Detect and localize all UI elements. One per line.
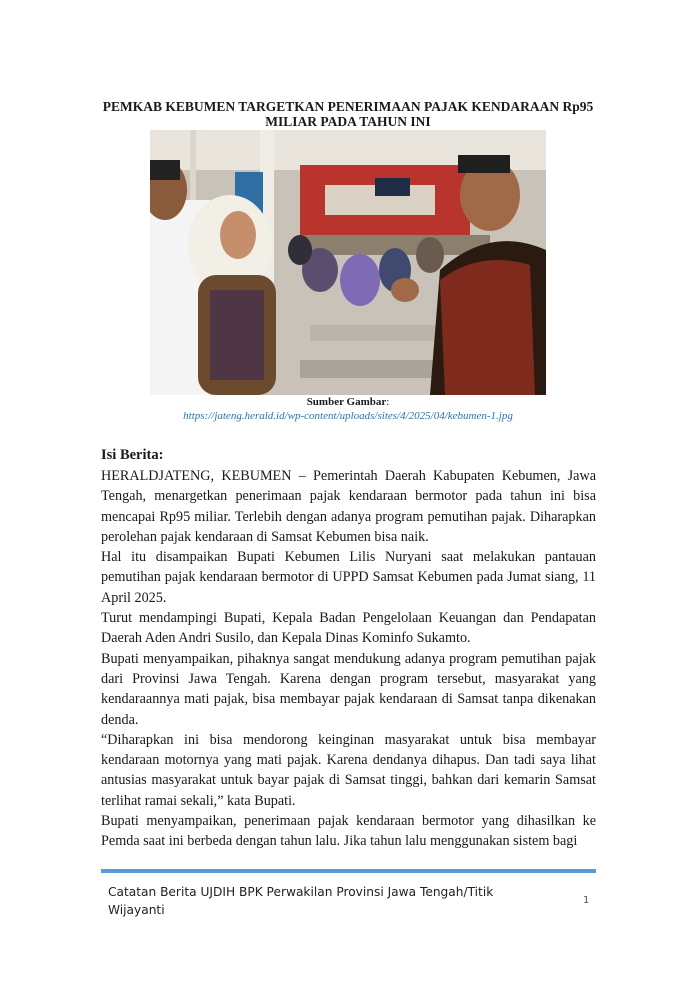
image-source-label-text: Sumber Gambar xyxy=(306,396,387,408)
image-source-label xyxy=(0,396,696,408)
image-source-colon: : xyxy=(386,396,390,408)
article-body xyxy=(101,466,596,852)
page-number: 1 xyxy=(583,895,590,906)
paragraph: Turut mendampingi Bupati, Kepala Badan Pengelolaan Keuangan dan Pendapatan Daerah Aden Andri Susilo, dan Kepala Dinas Kominfo Sukamto. xyxy=(101,610,596,647)
image-source-link[interactable]: https://jateng.herald.id/wp-content/uploads/sites/4/2025/04/kebumen-1.jpg xyxy=(183,410,513,422)
paragraph: Hal itu disampaikan Bupati Kebumen Lilis Nuryani saat melakukan pantauan pemutihan pajak kendaraan bermotor di UPPD Samsat Kebumen pada Jumat siang, 11 April 2025. xyxy=(101,549,596,606)
paragraph: Bupati menyampaikan, pihaknya sangat mendukung adanya program pemutihan pajak dari Provinsi Jawa Tengah. Karena dengan program tersebut, masyarakat yang kendaraannya mati pajak, bisa membayar pajak kendaraan di Samsat tanpa dikenakan denda. xyxy=(101,650,596,728)
article-title: PEMKAB KEBUMEN TARGETKAN PENERIMAAN PAJAK KENDARAAN Rp95 MILIAR PADA TAHUN INI xyxy=(102,99,594,129)
news-photo xyxy=(150,130,546,395)
paragraph: HERALDJATENG, KEBUMEN – Pemerintah Daerah Kabupaten Kebumen, Jawa Tengah, menargetkan penerimaan pajak kendaraan bermotor pada tahun ini bisa mencapai Rp95 miliar. Terlebih dengan adanya program pemutihan pajak. Diharapkan perolehan pajak kendaraan di Samsat Kebumen bisa naik. xyxy=(101,468,596,545)
paragraph: Bupati menyampaikan, penerimaan pajak kendaraan bermotor yang dihasilkan ke Pemda saat ini berbeda dengan tahun lalu. Jika tahun lalu menggunakan sistem bagi xyxy=(101,813,596,850)
footer-text: Catatan Berita UJDIH BPK Perwakilan Provinsi Jawa Tengah/Titik Wijayanti xyxy=(108,885,494,917)
section-heading: Isi Berita: xyxy=(101,447,164,463)
paragraph: “Diharapkan ini bisa mendorong keinginan masyarakat untuk bisa membayar kendaraan motornya yang mati pajak. Karena dendanya dihapus. Dan tadi saya lihat antusias masyarakat untuk bayar pajak di Samsat tinggi, bahkan dari kemarin Samsat terlihat ramai sekali,” kata Bupati. xyxy=(101,731,596,809)
footer-divider xyxy=(101,869,596,873)
